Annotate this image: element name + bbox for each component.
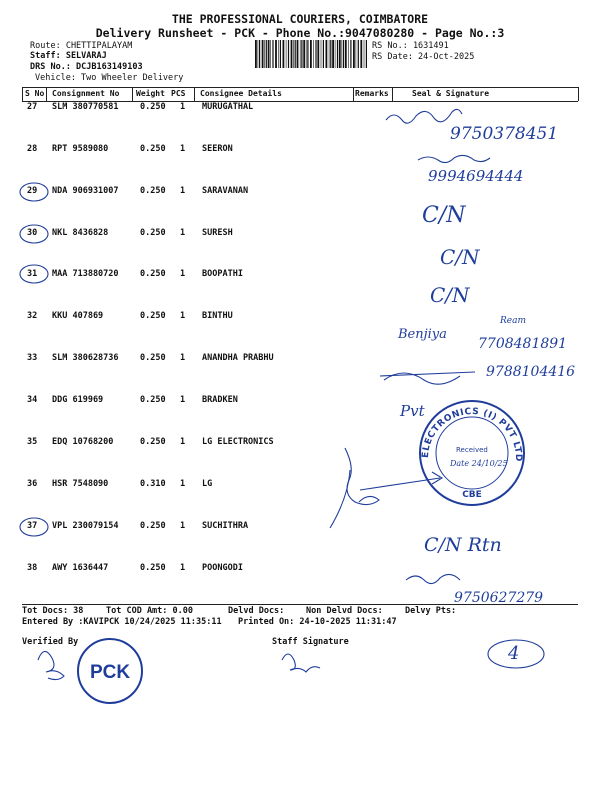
total-cod: Tot COD Amt: 0.00	[106, 606, 193, 616]
col-divider	[578, 87, 579, 101]
row-weight: 0.250	[140, 521, 166, 531]
row-consignment: NKL 8436828	[52, 228, 109, 238]
row-pcs: 1	[180, 395, 186, 405]
col-header-remarks: Remarks	[355, 89, 389, 98]
ink-phone-27: 9750378451	[450, 124, 559, 144]
seal-received: Received	[456, 446, 488, 454]
verified-by-label: Verified By	[22, 637, 79, 647]
row-weight: 0.250	[140, 563, 166, 573]
row-pcs: 1	[180, 437, 186, 447]
non-delivered-docs: Non Delvd Docs:	[306, 606, 383, 616]
ink-tag-32: Ream	[500, 316, 527, 326]
seal-date: Date 24/10/25	[450, 459, 508, 468]
table-row	[0, 102, 600, 122]
vehicle-label: Vehicle: Two Wheeler Delivery	[35, 73, 184, 83]
col-divider	[392, 87, 393, 101]
table-row	[0, 269, 600, 289]
col-header-consignee: Consignee Details	[200, 89, 282, 98]
row-consignee: POONGODI	[202, 563, 243, 573]
row-consignee: BOOPATHI	[202, 269, 243, 279]
col-divider	[46, 87, 47, 101]
printed-on: Printed On: 24-10-2025 11:31:47	[238, 617, 397, 627]
company-title: THE PROFESSIONAL COURIERS, COIMBATORE	[171, 12, 429, 26]
row-sno: 33	[27, 353, 38, 363]
ink-phone-32: 7708481891	[478, 336, 568, 352]
row-pcs: 1	[180, 353, 186, 363]
row-sno: 29	[27, 186, 38, 196]
table-row	[0, 563, 600, 583]
col-divider	[132, 87, 133, 101]
row-weight: 0.310	[140, 479, 166, 489]
barcode	[255, 40, 367, 68]
col-header-seal: Seal & Signature	[412, 89, 490, 98]
row-consignee: BRADKEN	[202, 395, 238, 405]
row-sno: 35	[27, 437, 38, 447]
col-divider	[194, 87, 195, 101]
ink-signature-32: Benjiya	[398, 327, 447, 342]
row-consignment: MAA 713880720	[52, 269, 119, 279]
row-consignee: SEERON	[202, 144, 233, 154]
row-consignment: RPT 9589080	[52, 144, 109, 154]
row-weight: 0.250	[140, 144, 166, 154]
verifier-signature	[38, 651, 64, 679]
row-weight: 0.250	[140, 102, 166, 112]
row-pcs: 1	[180, 144, 186, 154]
row-consignee: BINTHU	[202, 311, 233, 321]
row-sno: 38	[27, 563, 38, 573]
table-row	[0, 228, 600, 248]
ink-page-mark: 4	[508, 643, 520, 664]
row-sno: 34	[27, 395, 38, 405]
staff-signature-scribble	[282, 654, 320, 672]
ink-note-34: Pvt	[400, 402, 425, 420]
staff-signature-label: Staff Signature	[272, 637, 349, 647]
col-header-consignment: Consignment No	[52, 89, 120, 98]
ink-cn-31: C/N	[430, 283, 470, 307]
row-weight: 0.250	[140, 269, 166, 279]
row-consignment: NDA 906931007	[52, 186, 119, 196]
ink-cn-29: C/N	[422, 203, 466, 228]
table-row	[0, 521, 600, 541]
col-header-weight: Weight	[136, 89, 165, 98]
ink-cn-rtn-37: C/N Rtn	[424, 534, 502, 556]
row-pcs: 1	[180, 269, 186, 279]
row-consignment: SLM 380628736	[52, 353, 119, 363]
row-sno: 28	[27, 144, 38, 154]
row-sno: 31	[27, 269, 38, 279]
row-consignee: SURESH	[202, 228, 233, 238]
row-pcs: 1	[180, 311, 186, 321]
seal-bottom-text: CBE	[462, 490, 482, 500]
row-pcs: 1	[180, 102, 186, 112]
row-pcs: 1	[180, 479, 186, 489]
col-divider	[22, 87, 23, 101]
col-header-sno: S No	[25, 89, 45, 98]
row-weight: 0.250	[140, 395, 166, 405]
seal-ring-text: ELECTRONICS (I) PVT LTD	[420, 406, 524, 462]
row-weight: 0.250	[140, 353, 166, 363]
table-row	[0, 437, 600, 457]
ink-phone-38: 9750627279	[454, 590, 544, 606]
table-row	[0, 186, 600, 206]
row-sno: 36	[27, 479, 38, 489]
route-label: Route: CHETTIPALAYAM	[30, 41, 133, 51]
row-weight: 0.250	[140, 228, 166, 238]
row-consignee: MURUGATHAL	[202, 102, 254, 112]
delivery-points: Delvy Pts:	[405, 606, 457, 616]
row-pcs: 1	[180, 521, 186, 531]
row-sno: 30	[27, 228, 38, 238]
row-weight: 0.250	[140, 311, 166, 321]
drs-label: DRS No.: DCJB163149103	[30, 62, 143, 72]
table-row	[0, 144, 600, 164]
row-consignee: SUCHITHRA	[202, 521, 249, 531]
row-sno: 27	[27, 102, 38, 112]
row-consignee: LG ELECTRONICS	[202, 437, 274, 447]
row-consignment: DDG 619969	[52, 395, 104, 405]
table-top-rule	[22, 87, 578, 88]
row-consignment: KKU 407869	[52, 311, 104, 321]
ink-phone-33: 9788104416	[486, 364, 576, 380]
rs-date: RS Date: 24-Oct-2025	[372, 52, 475, 62]
row-weight: 0.250	[140, 437, 166, 447]
entered-by: Entered By :KAVIPCK 10/24/2025 11:35:11	[22, 617, 222, 627]
row-consignee: LG	[202, 479, 213, 489]
row-consignment: EDQ 10768200	[52, 437, 114, 447]
row-consignment: VPL 230079154	[52, 521, 119, 531]
runsheet-subtitle: Delivery Runsheet - PCK - Phone No.:9047080280 - Page No.:3	[95, 26, 505, 40]
table-row	[0, 479, 600, 499]
staff-label: Staff: SELVARAJ	[30, 51, 107, 61]
row-sno: 37	[27, 521, 38, 531]
row-consignment: AWY 1636447	[52, 563, 109, 573]
ink-cn-30: C/N	[440, 245, 480, 269]
col-header-pcs: PCS	[171, 89, 186, 98]
row-pcs: 1	[180, 186, 186, 196]
col-divider	[353, 87, 354, 101]
row-consignment: SLM 380770581	[52, 102, 119, 112]
signature-scribble	[384, 373, 460, 384]
row-weight: 0.250	[140, 186, 166, 196]
row-consignee: ANANDHA PRABHU	[202, 353, 274, 363]
pck-stamp	[78, 639, 142, 703]
row-consignment: HSR 7548090	[52, 479, 109, 489]
delivered-docs: Delvd Docs:	[228, 606, 285, 616]
ink-phone-28: 9994694444	[428, 167, 524, 185]
rs-number: RS No.: 1631491	[372, 41, 449, 51]
row-consignee: SARAVANAN	[202, 186, 249, 196]
row-pcs: 1	[180, 228, 186, 238]
row-pcs: 1	[180, 563, 186, 573]
total-docs: Tot Docs: 38	[22, 606, 84, 616]
table-row	[0, 395, 600, 415]
pck-stamp-text: PCK	[89, 662, 131, 683]
row-sno: 32	[27, 311, 38, 321]
